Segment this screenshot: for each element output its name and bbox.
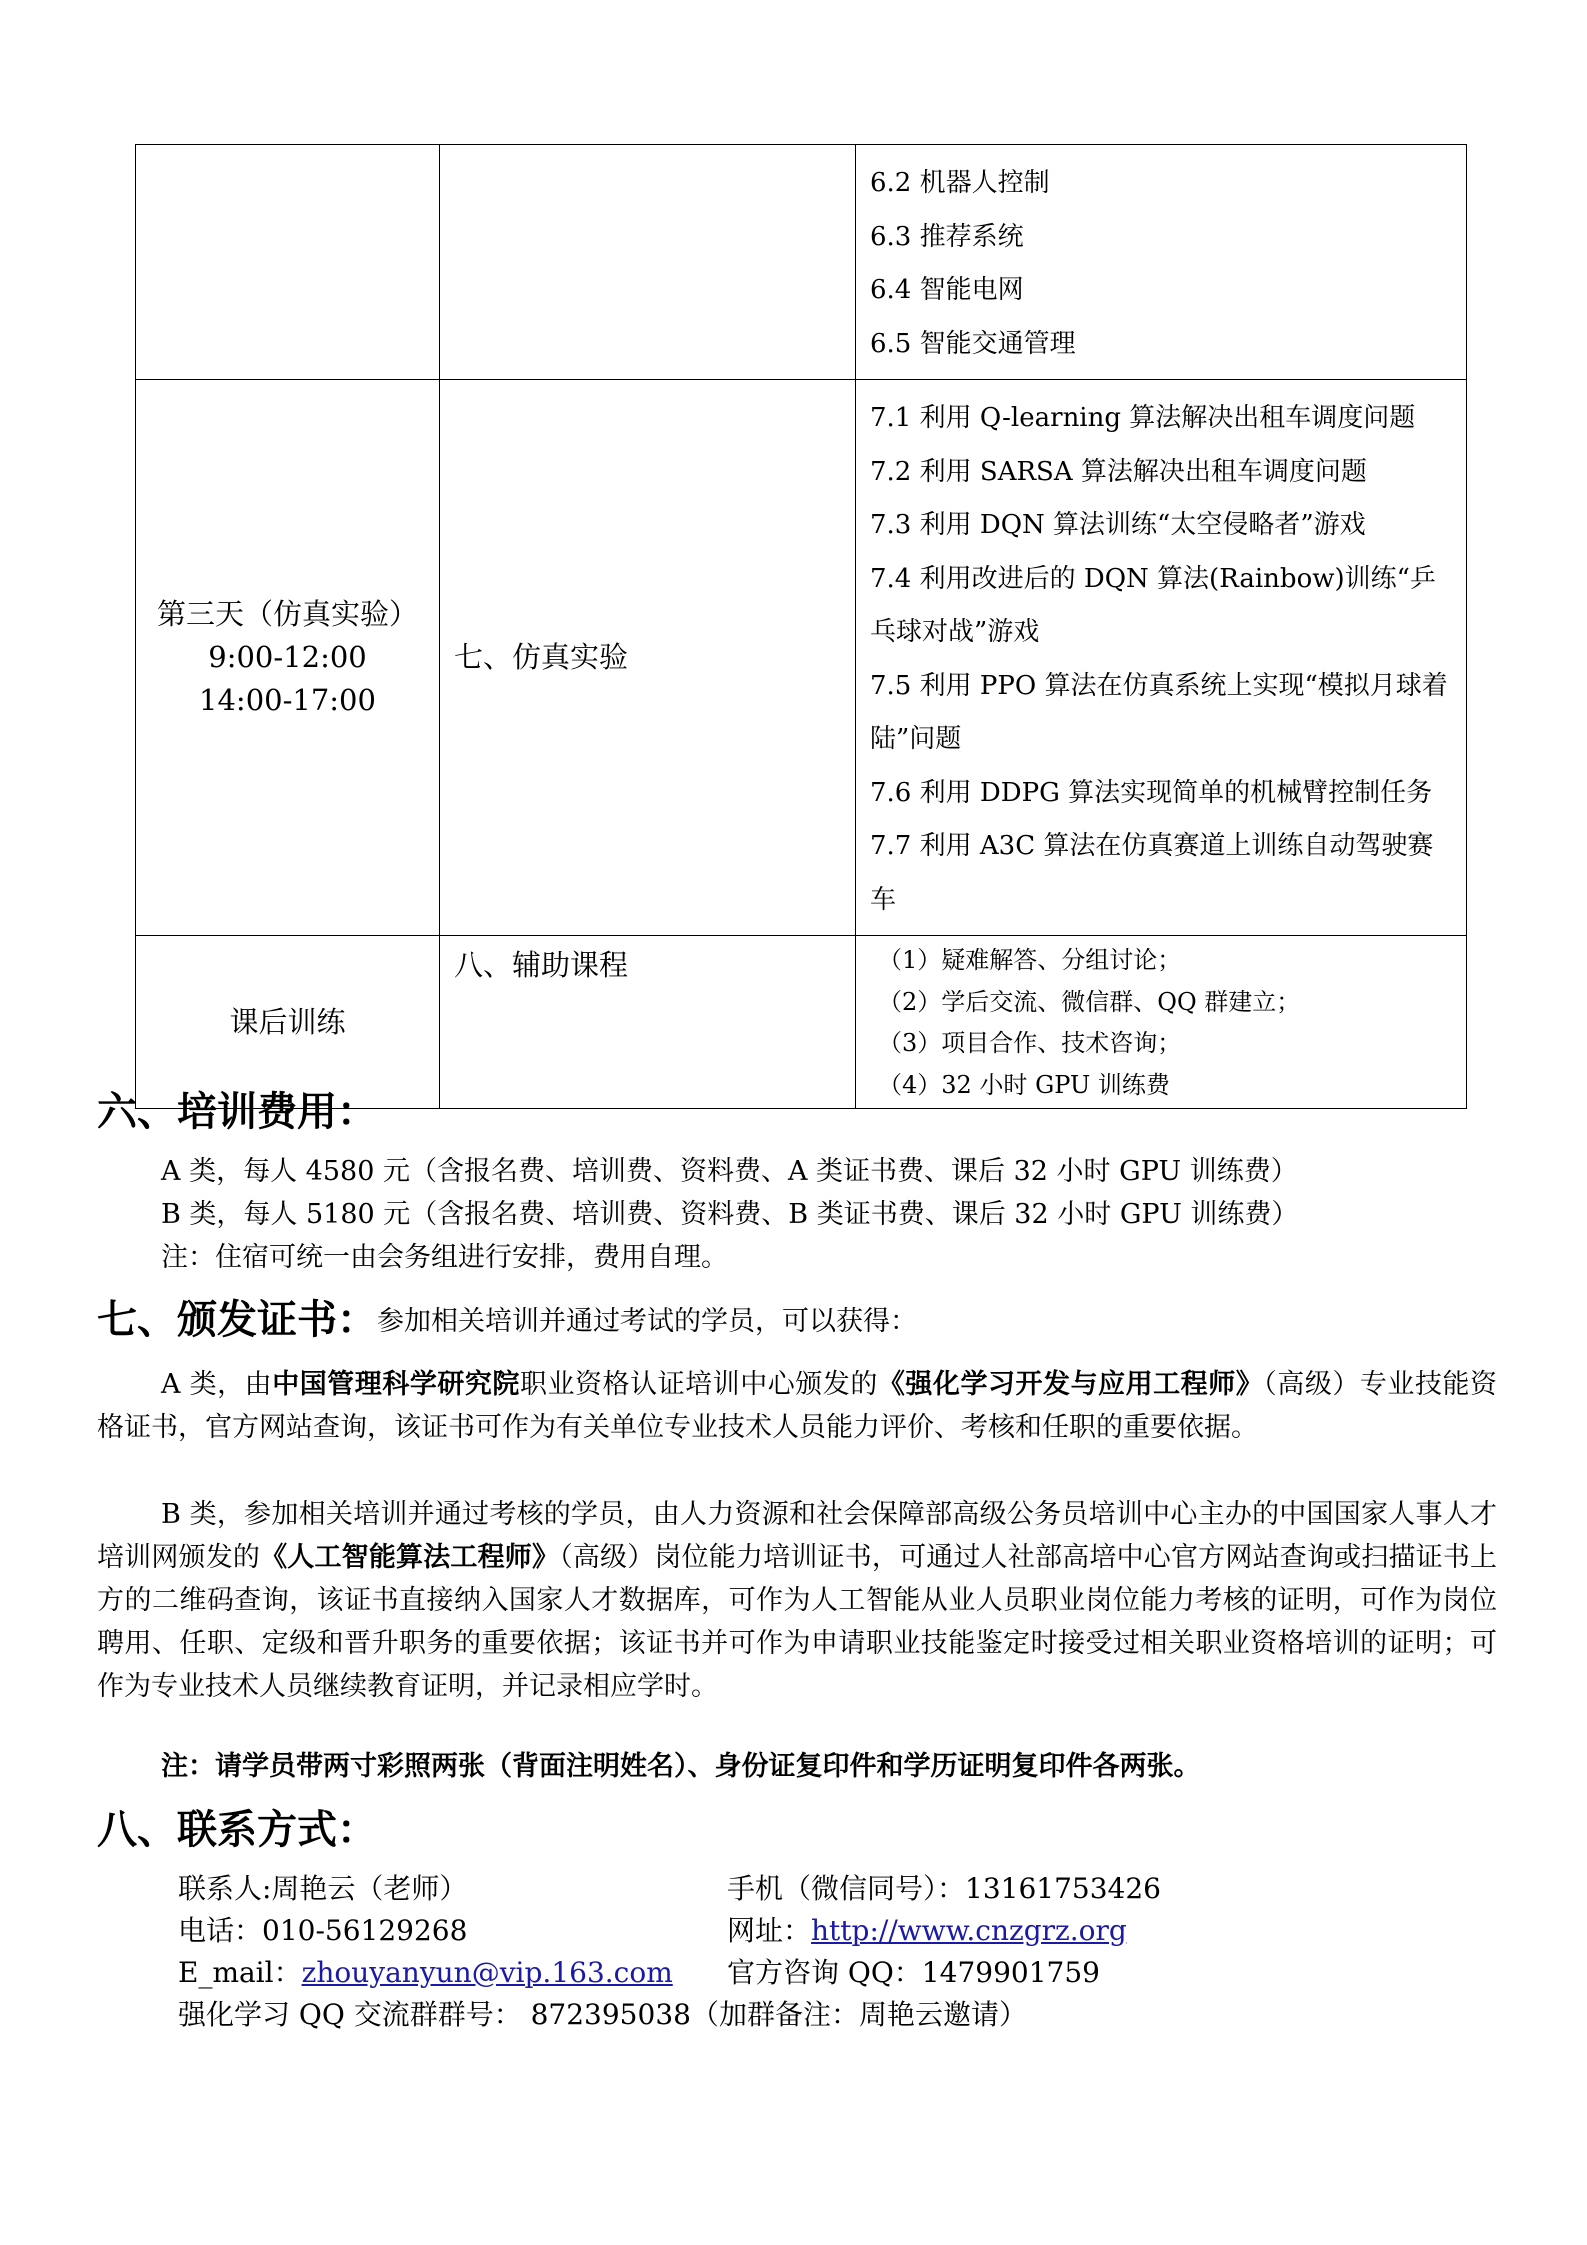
contact-group: 强化学习 QQ 交流群群号： 872395038（加群备注：周艳云邀请） <box>178 1998 1027 2031</box>
contact-qq: 官方咨询 QQ：1479901759 <box>727 1956 1100 1989</box>
topic-cell <box>856 380 1467 936</box>
list-item: 7.2 利用 SARSA 算法解决出租车调度问题 <box>870 456 1367 487</box>
module-cell <box>440 380 856 936</box>
list-item: 7.3 利用 DQN 算法训练“太空侵略者”游戏 <box>870 510 1366 540</box>
cert-a-rest: （高级）专业技能资格证书，官方网站查询，该证书可作为有关单位专业技术人员能力评价、考核和任职的重要依据。 <box>97 1369 1498 1443</box>
fee-line-a: A 类，每人 4580 元（含报名费、培训费、资料费、A 类证书费、课后 32 小时 GPU 训练费） <box>161 1156 1298 1187</box>
cert-a-org: 中国管理科学研究院 <box>272 1369 520 1400</box>
website-label: 网址： <box>727 1914 812 1947</box>
day-cell <box>136 145 440 380</box>
module-title: 七、仿真实验 <box>454 640 629 674</box>
list-item: 6.3 推荐系统 <box>870 221 1024 252</box>
cert-a-prefix: A 类，由 <box>161 1369 273 1400</box>
certificate-a-paragraph <box>97 1363 1497 1449</box>
table-row <box>136 380 1467 936</box>
contact-mobile: 手机（微信同号）：13161753426 <box>727 1872 1161 1905</box>
contact-website <box>727 1910 1127 1952</box>
list-item: 7.4 利用改进后的 DQN 算法(Rainbow)训练“乒乓球对战”游戏 <box>870 563 1436 647</box>
certificate-heading-title: 七、颁发证书： <box>97 1297 377 1343</box>
cert-b-prefix: B 类， <box>161 1499 245 1530</box>
contact-email <box>178 1952 673 1994</box>
day-title: 课后训练 <box>229 1004 346 1039</box>
cert-a-mid: 职业资格认证培训中心颁发的 <box>519 1369 878 1400</box>
fee-note: 注：住宿可统一由会务组进行安排，费用自理。 <box>161 1242 728 1273</box>
table-row <box>136 145 1467 380</box>
list-item: 7.6 利用 DDPG 算法实现简单的机械臂控制任务 <box>870 777 1433 808</box>
cert-b-rest: （高级）岗位能力培训证书，可通过人社部高培中心官方网站查询或扫描证书上方的二维码查询，该证书直接纳入国家人才数据库，可作为人工智能从业人员职业岗位能力考核的证明，可作为岗位聘用、任职、定级和晋升职务的重要依据；该证书并可作为申请职业技能鉴定时接受过相关职业资格培训的证明；可作为专业技术人员继续教育证明，并记录相应学时。 <box>97 1542 1498 1702</box>
fee-line-b: B 类，每人 5180 元（含报名费、培训费、资料费、B 类证书费、课后 32 小时 GPU 训练费） <box>161 1199 1299 1230</box>
email-link[interactable]: zhouyanyun@vip.163.com <box>301 1956 673 1989</box>
day-cell <box>136 380 440 936</box>
fees-heading: 六、培训费用： <box>97 1089 377 1135</box>
list-item: 7.1 利用 Q-learning 算法解决出租车调度问题 <box>870 403 1416 433</box>
topic-cell <box>856 145 1467 380</box>
day-cell <box>136 936 440 1109</box>
list-item: 7.5 利用 PPO 算法在仿真系统上实现“模拟月球着陆”问题 <box>870 670 1448 754</box>
time-afternoon: 14:00-17:00 <box>199 683 376 717</box>
list-item: （1）疑难解答、分组讨论； <box>878 946 1182 974</box>
list-item: 6.4 智能电网 <box>870 275 1024 305</box>
certificate-b-paragraph <box>97 1493 1497 1708</box>
website-link[interactable]: http://www.cnzgrz.org <box>811 1914 1127 1947</box>
cert-a-title: 《强化学习开发与应用工程师》 <box>877 1369 1264 1400</box>
module-cell <box>440 145 856 380</box>
list-item: （4）32 小时 GPU 训练费 <box>878 1070 1170 1099</box>
list-item: （2）学后交流、微信群、QQ 群建立； <box>878 987 1301 1016</box>
contact-heading: 八、联系方式： <box>97 1807 377 1853</box>
module-title: 八、辅助课程 <box>454 948 629 982</box>
certificate-heading <box>97 1295 917 1347</box>
cert-b-title: 《人工智能算法工程师》 <box>260 1542 560 1573</box>
list-item: 6.5 智能交通管理 <box>870 328 1076 359</box>
table-row <box>136 936 1467 1109</box>
certificate-lead: 参加相关培训并通过考试的学员，可以获得： <box>377 1306 917 1337</box>
cert-b-mid: 参加相关培训并通过考核的学员，由人力资源和社会保障部高级公务员培训中心主办的中国国家人事人才培训网颁发的 <box>97 1499 1497 1573</box>
list-item: （3）项目合作、技术咨询； <box>878 1029 1182 1057</box>
day-title: 第三天（仿真实验） <box>156 597 418 631</box>
contact-person: 联系人:周艳云（老师） <box>178 1872 468 1905</box>
certificate-note: 注：请学员带两寸彩照两张（背面注明姓名）、身份证复印件和学历证明复印件各两张。 <box>161 1751 1201 1782</box>
time-morning: 9:00-12:00 <box>208 640 367 674</box>
list-item: 7.7 利用 A3C 算法在仿真赛道上训练自动驾驶赛车 <box>870 831 1434 915</box>
contact-phone: 电话：010-56129268 <box>178 1914 468 1947</box>
list-item: 6.2 机器人控制 <box>870 168 1050 198</box>
schedule-table <box>135 144 1467 1109</box>
topic-cell <box>856 936 1467 1109</box>
email-label: E_mail： <box>178 1956 302 1989</box>
module-cell <box>440 936 856 1109</box>
